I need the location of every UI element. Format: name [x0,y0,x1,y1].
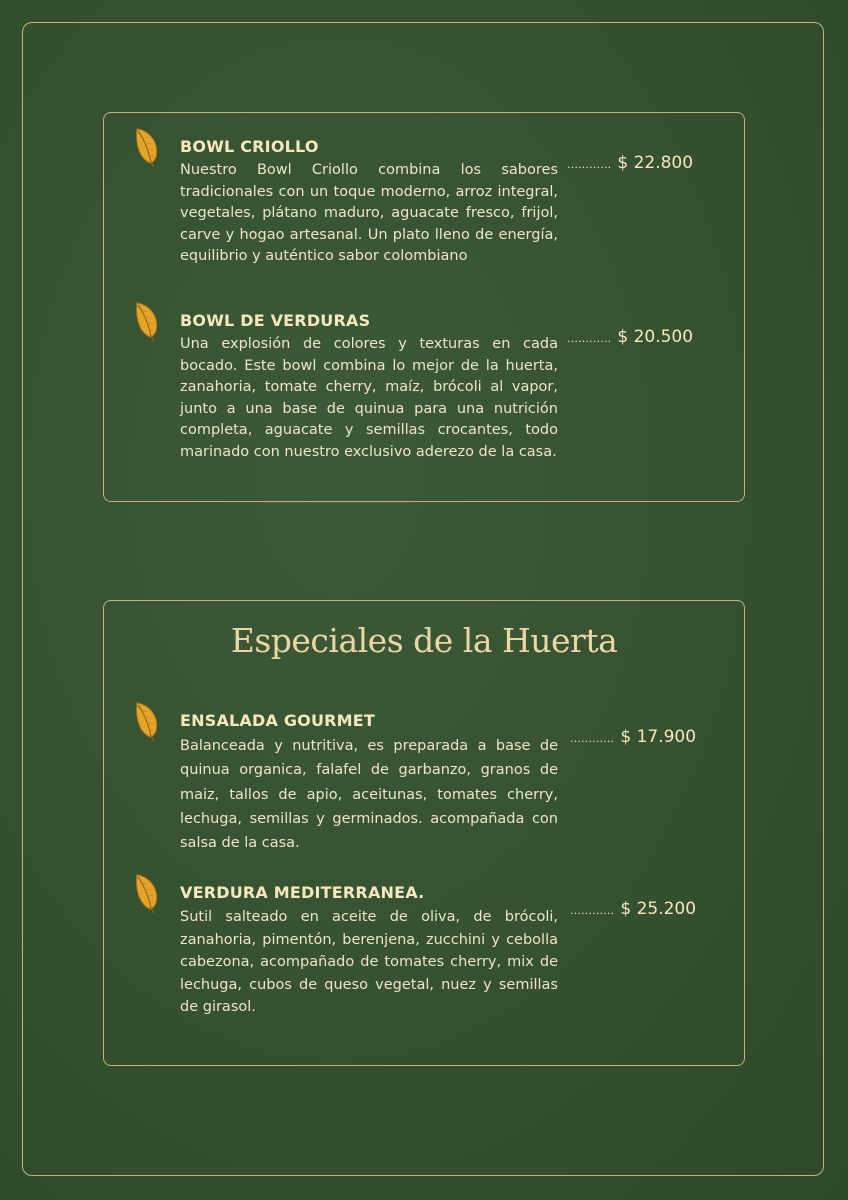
item-name: BOWL CRIOLLO [180,137,319,156]
item-description: Nuestro Bowl Criollo combina los sabores tradicionales con un toque moderno, arroz integral, vegetales, plátano maduro, aguacate fresco, frijol, carve y hogao artesanal. Un plato lleno de energía, equilibrio y auténtico sabor colombiano [180,162,558,264]
item-price-line [567,153,693,173]
item-description: Sutil salteado en aceite de oliva, de brócoli, zanahoria, pimentón, berenjena, zucchini y cebolla cabezona, acompañado de tomates cherry, mix de lechuga, cubos de queso vegetal, nuez y semillas de girasol. [180,909,558,1015]
item-price: $ 17.900 [620,727,697,747]
item-price-line [570,727,696,747]
price-leader: ............ [567,332,612,345]
price-leader: ............ [567,158,612,171]
golden-leaf-icon [132,871,162,913]
golden-leaf-icon [132,299,162,341]
item-price: $ 25.200 [620,899,697,919]
item-price: $ 20.500 [617,327,694,347]
item-price-line [567,327,693,347]
section-title: Especiales de la Huerta [230,621,618,660]
item-price-line [570,899,696,919]
menu-card-especiales [103,600,745,1066]
golden-leaf-icon [132,699,162,741]
price-leader: ............ [570,732,615,745]
item-name: ENSALADA GOURMET [180,711,376,730]
item-description: Una explosión de colores y texturas en cada bocado. Este bowl combina lo mejor de la huerta, zanahoria, tomate cherry, maíz, brócoli al vapor, junto a una base de quinua para una nutrición completa, aguacate y semillas crocantes, todo marinado con nuestro exclusivo aderezo de la casa. [180,336,558,460]
item-name: VERDURA MEDITERRANEA. [180,883,425,902]
item-description: Balanceada y nutritiva, es preparada a base de quinua organica, falafel de garbanzo, granos de maiz, tallos de apio, aceitunas, tomates cherry, lechuga, semillas y germinados. acompañada con salsa de la casa. [180,738,558,852]
item-price: $ 22.800 [617,153,694,173]
golden-leaf-icon [132,125,162,167]
price-leader: ............ [570,904,615,917]
item-name: BOWL DE VERDURAS [180,311,371,330]
menu-card-bowls [103,112,745,502]
